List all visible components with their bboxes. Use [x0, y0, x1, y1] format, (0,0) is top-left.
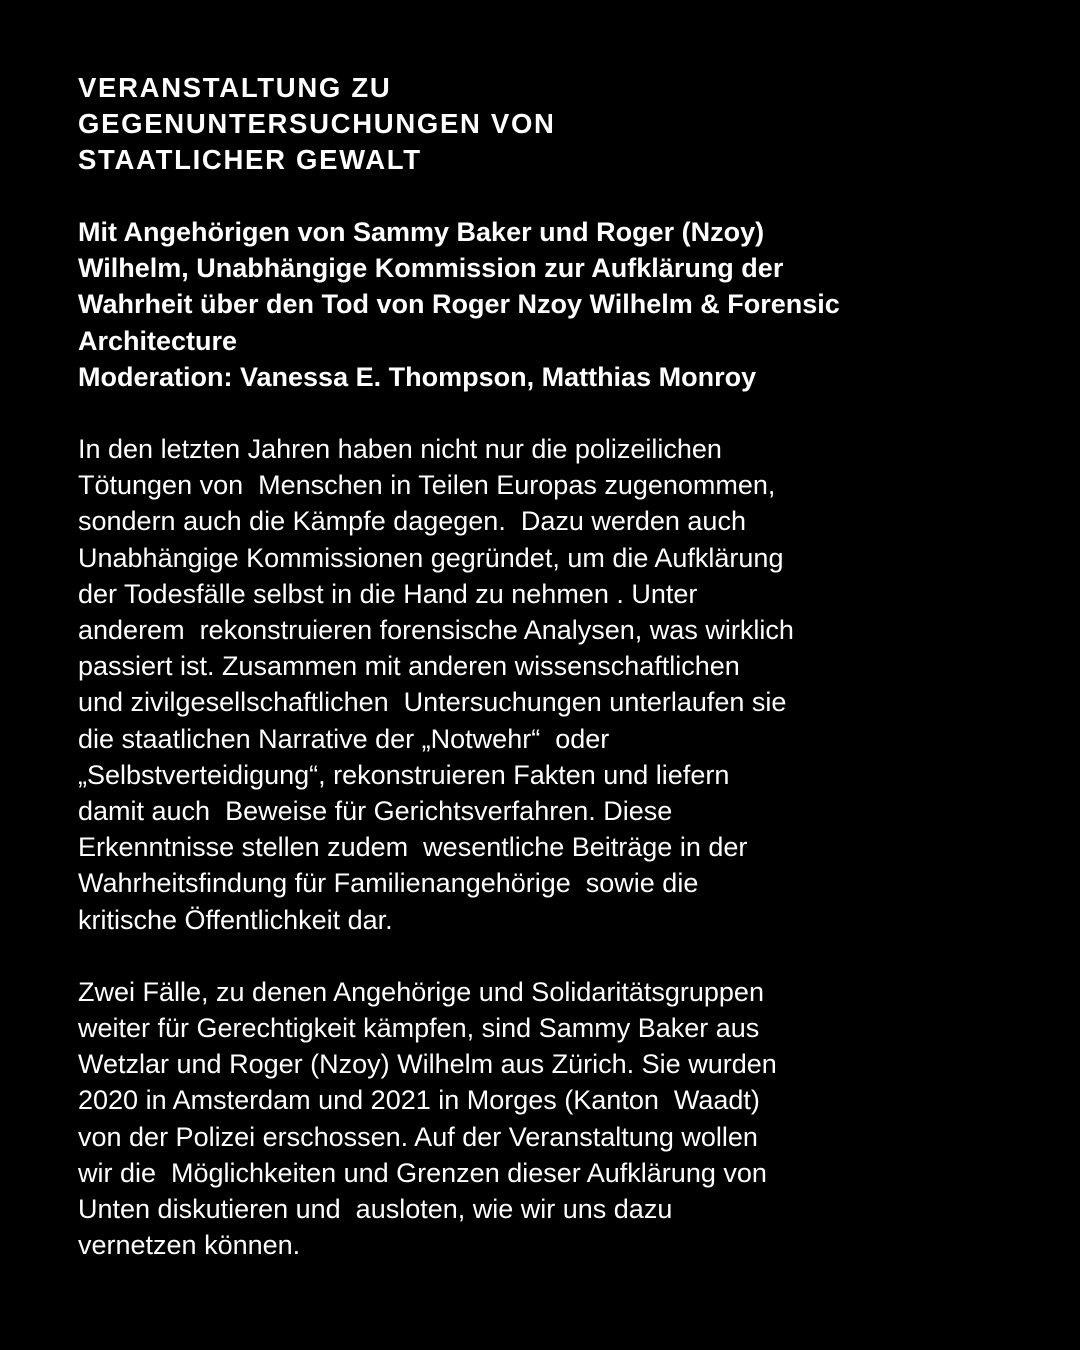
speakers-line: Wilhelm, Unabhängige Kommission zur Aufklärung der — [78, 253, 784, 284]
paragraph-line: sondern auch die Kämpfe dagegen. Dazu werden auch — [78, 506, 746, 537]
title-line: STAATLICHER GEWALT — [78, 144, 422, 175]
paragraph-line: passiert ist. Zusammen mit anderen wissenschaftlichen — [78, 651, 740, 682]
paragraph-line: Wetzlar und Roger (Nzoy) Wilhelm aus Zürich. Sie wurden — [78, 1049, 777, 1080]
paragraph-line: Tötungen von Menschen in Teilen Europas zugenommen, — [78, 470, 776, 501]
paragraph-line: anderem rekonstruieren forensische Analysen, was wirklich — [78, 615, 794, 646]
paragraph-line: Unten diskutieren und ausloten, wie wir uns dazu — [78, 1194, 673, 1225]
paragraph-2 — [78, 974, 1018, 1264]
paragraph-line: die staatlichen Narrative der „Notwehr“ oder — [78, 723, 610, 754]
paragraph-line: „Selbstverteidigung“, rekonstruieren Fakten und liefern — [78, 759, 730, 790]
speakers-line: Wahrheit über den Tod von Roger Nzoy Wilhelm & Forensic — [78, 289, 840, 320]
event-description — [78, 70, 1018, 1263]
speakers-line: Architecture — [78, 325, 238, 356]
paragraph-line: kritische Öffentlichkeit dar. — [78, 904, 393, 935]
paragraph-line: und zivilgesellschaftlichen Untersuchungen unterlaufen sie — [78, 687, 787, 718]
paragraph-line: 2020 in Amsterdam und 2021 in Morges (Kanton Waadt) — [78, 1085, 760, 1116]
moderation-line: Moderation: Vanessa E. Thompson, Matthias Monroy — [78, 361, 757, 392]
paragraph-line: Zwei Fälle, zu denen Angehörige und Solidaritätsgruppen — [78, 976, 764, 1007]
title-line: GEGENUNTERSUCHUNGEN VON — [78, 108, 556, 139]
event-title — [78, 70, 1018, 178]
title-line: VERANSTALTUNG ZU — [78, 72, 392, 103]
speakers-block — [78, 214, 1018, 395]
paragraph-line: wir die Möglichkeiten und Grenzen dieser Aufklärung von — [78, 1157, 767, 1188]
paragraph-line: In den letzten Jahren haben nicht nur die polizeilichen — [78, 434, 722, 465]
paragraph-1 — [78, 431, 1018, 938]
paragraph-line: vernetzen können. — [78, 1230, 301, 1261]
speakers-line: Mit Angehörigen von Sammy Baker und Roger (Nzoy) — [78, 217, 765, 247]
paragraph-line: der Todesfälle selbst in die Hand zu nehmen . Unter — [78, 578, 698, 609]
paragraph-line: weiter für Gerechtigkeit kämpfen, sind Sammy Baker aus — [78, 1013, 760, 1044]
paragraph-line: Erkenntnisse stellen zudem wesentliche Beiträge in der — [78, 832, 748, 863]
paragraph-line: Wahrheitsfindung für Familienangehörige sowie die — [78, 868, 699, 899]
paragraph-line: von der Polizei erschossen. Auf der Veranstaltung wollen — [78, 1121, 758, 1152]
paragraph-line: Unabhängige Kommissionen gegründet, um die Aufklärung — [78, 542, 784, 573]
paragraph-line: damit auch Beweise für Gerichtsverfahren. Diese — [78, 796, 673, 827]
